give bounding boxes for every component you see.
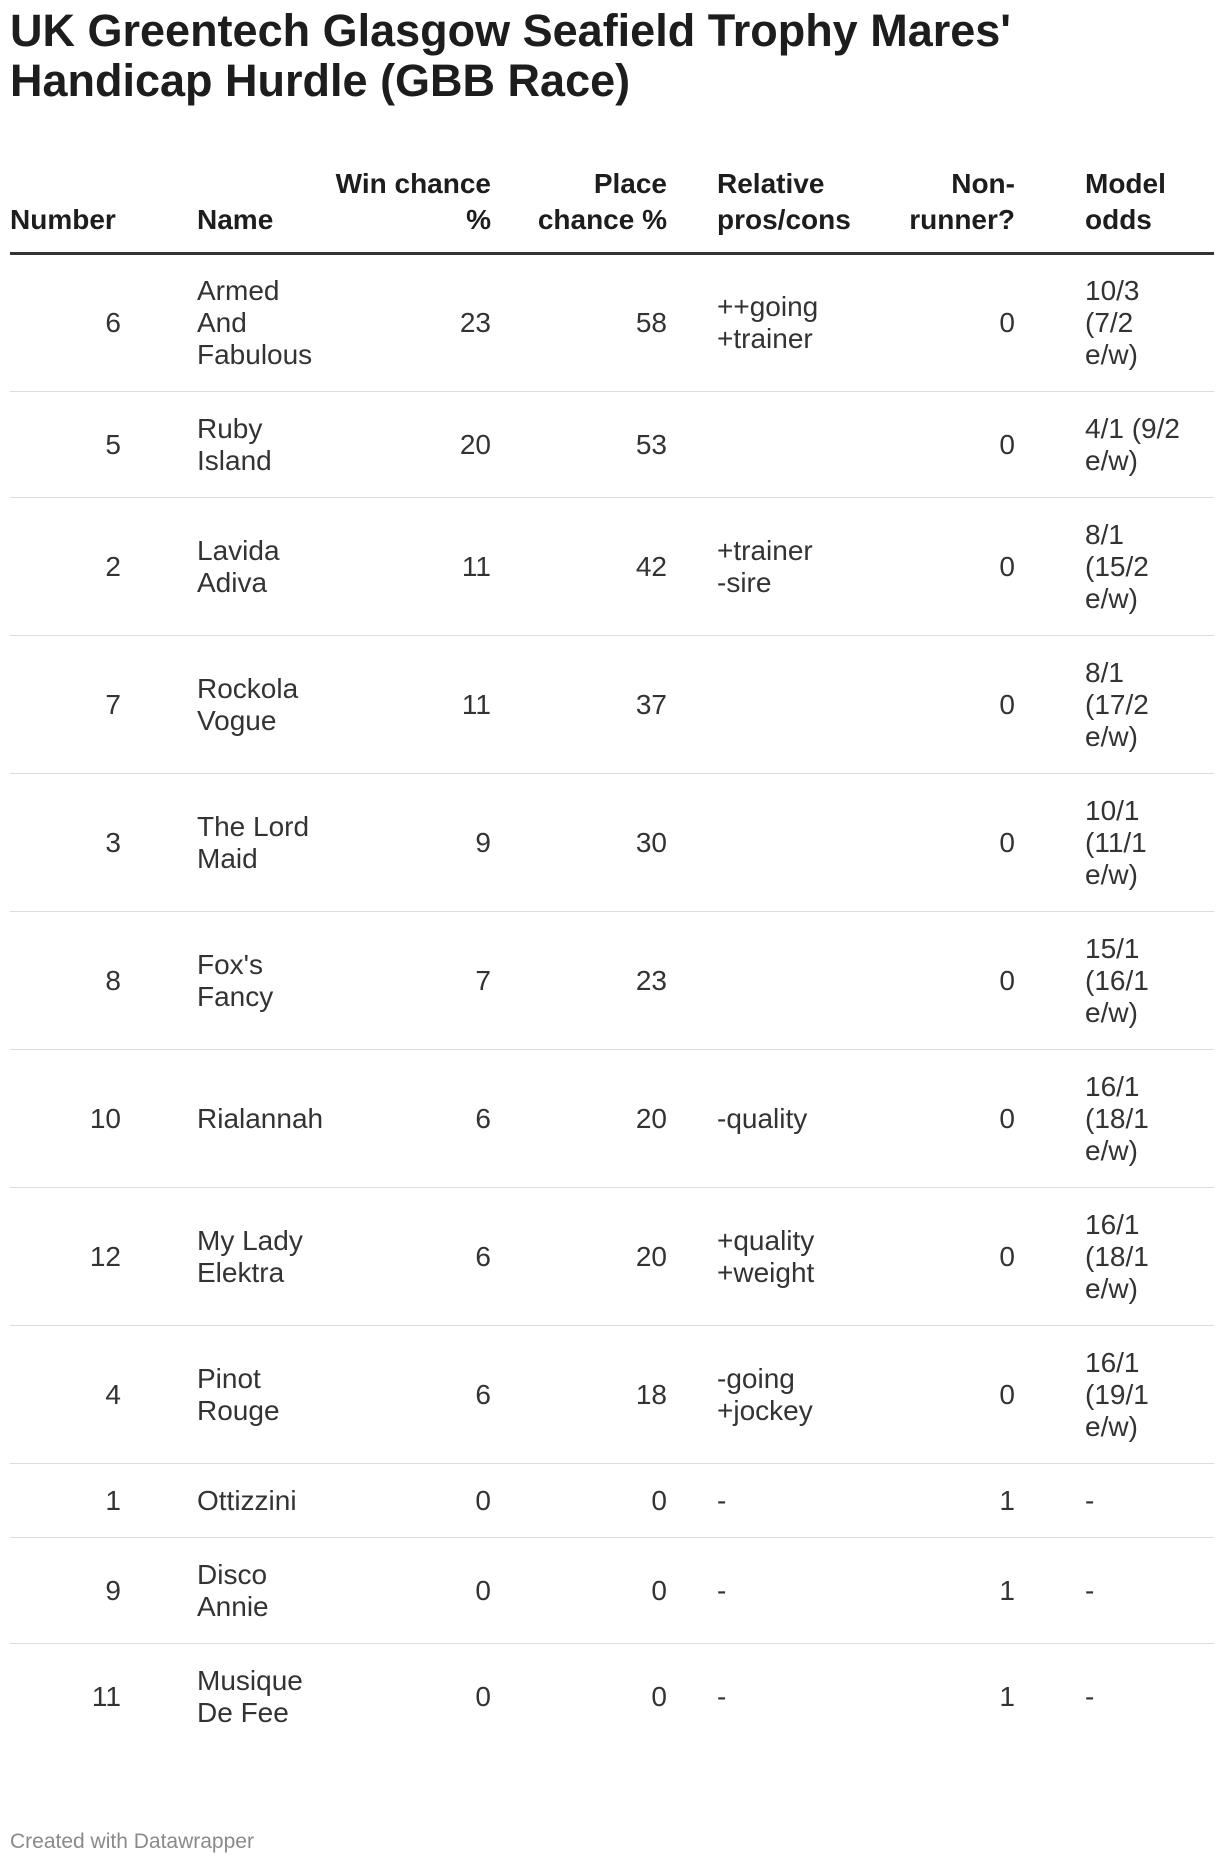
cell-model-odds: 15/1 (16/1 e/w) bbox=[1019, 912, 1214, 1050]
cell-model-odds: 16/1 (19/1 e/w) bbox=[1019, 1326, 1214, 1464]
header-place-chance: Place chance % bbox=[491, 160, 667, 254]
table-row bbox=[10, 774, 1214, 912]
cell-relative-pros-cons bbox=[667, 392, 842, 498]
cell-number: 6 bbox=[10, 254, 125, 392]
cell-non-runner: 0 bbox=[842, 1326, 1019, 1464]
cell-model-odds: - bbox=[1085, 1680, 1095, 1712]
cell-number: 3 bbox=[10, 774, 125, 912]
cell-number: 1 bbox=[10, 1464, 125, 1538]
table-body bbox=[10, 254, 1214, 1750]
cell-place-chance: 0 bbox=[491, 1464, 667, 1538]
cell-place-chance: 20 bbox=[491, 1188, 667, 1326]
table-row bbox=[10, 1464, 1214, 1538]
cell-win-chance: 0 bbox=[315, 1538, 491, 1644]
header-relative-pros-cons: Relative pros/cons bbox=[667, 160, 842, 254]
cell-win-chance: 23 bbox=[315, 254, 491, 392]
cell-non-runner: 1 bbox=[842, 1538, 1019, 1644]
header-name: Name bbox=[125, 160, 315, 254]
header-win-chance: Win chance % bbox=[315, 160, 491, 254]
cell-name: Rialannah bbox=[125, 1050, 315, 1188]
cell-place-chance: 0 bbox=[651, 1680, 667, 1712]
table-row bbox=[10, 1538, 1214, 1644]
cell-win-chance: 11 bbox=[315, 498, 491, 636]
header-number: Number bbox=[10, 160, 125, 254]
cell-relative-pros-cons bbox=[667, 774, 842, 912]
cell-win-chance: 0 bbox=[475, 1680, 491, 1712]
cell-number: 10 bbox=[10, 1050, 125, 1188]
cell-non-runner: 0 bbox=[842, 254, 1019, 392]
cell-number: 12 bbox=[10, 1188, 125, 1326]
cell-relative-pros-cons: -quality bbox=[667, 1050, 842, 1188]
cell-name: Pinot Rouge bbox=[125, 1326, 315, 1464]
cell-model-odds: 10/3 (7/2 e/w) bbox=[1019, 254, 1214, 392]
table-row bbox=[10, 636, 1214, 774]
cell-non-runner: 0 bbox=[842, 392, 1019, 498]
cell-non-runner: 0 bbox=[842, 636, 1019, 774]
cell-non-runner: 1 bbox=[999, 1680, 1015, 1712]
cell-number: 5 bbox=[10, 392, 125, 498]
cell-place-chance: 58 bbox=[491, 254, 667, 392]
cell-place-chance: 18 bbox=[491, 1326, 667, 1464]
cell-relative-pros-cons: - bbox=[667, 1538, 842, 1644]
cell-model-odds: 16/1 (18/1 e/w) bbox=[1019, 1188, 1214, 1326]
cell-number: 4 bbox=[10, 1326, 125, 1464]
cell-win-chance: 6 bbox=[315, 1050, 491, 1188]
cell-model-odds: 8/1 (17/2 e/w) bbox=[1019, 636, 1214, 774]
table-row bbox=[10, 1326, 1214, 1464]
table-row bbox=[10, 392, 1214, 498]
table-row bbox=[10, 912, 1214, 1050]
cell-relative-pros-cons bbox=[667, 636, 842, 774]
cell-name: Rockola Vogue bbox=[125, 636, 315, 774]
cell-place-chance: 30 bbox=[491, 774, 667, 912]
table-row bbox=[10, 1188, 1214, 1326]
cell-place-chance: 20 bbox=[491, 1050, 667, 1188]
table-row bbox=[10, 254, 1214, 392]
cell-model-odds: - bbox=[1019, 1464, 1214, 1538]
cell-relative-pros-cons: ++going +trainer bbox=[667, 254, 842, 392]
cell-model-odds: - bbox=[1019, 1538, 1214, 1644]
cell-relative-pros-cons bbox=[667, 912, 842, 1050]
cell-non-runner: 0 bbox=[842, 774, 1019, 912]
cell-place-chance: 42 bbox=[491, 498, 667, 636]
table-row bbox=[10, 1050, 1214, 1188]
cell-name: Ottizzini bbox=[125, 1464, 315, 1538]
cell-win-chance: 6 bbox=[315, 1326, 491, 1464]
header-model-odds: Model odds bbox=[1019, 160, 1214, 254]
cell-relative-pros-cons: - bbox=[717, 1680, 727, 1712]
table-header-row bbox=[10, 160, 1214, 254]
cell-relative-pros-cons: -going +jockey bbox=[667, 1326, 842, 1464]
cell-name: Fox's Fancy bbox=[125, 912, 315, 1050]
cell-place-chance: 23 bbox=[491, 912, 667, 1050]
cell-place-chance: 53 bbox=[491, 392, 667, 498]
cell-number: 8 bbox=[10, 912, 125, 1050]
cell-win-chance: 7 bbox=[315, 912, 491, 1050]
cell-relative-pros-cons: - bbox=[667, 1464, 842, 1538]
cell-place-chance: 0 bbox=[491, 1538, 667, 1644]
cell-win-chance: 11 bbox=[315, 636, 491, 774]
cell-name: Lavida Adiva bbox=[125, 498, 315, 636]
cell-name: The Lord Maid bbox=[125, 774, 315, 912]
cell-number: 7 bbox=[10, 636, 125, 774]
cell-model-odds: 8/1 (15/2 e/w) bbox=[1019, 498, 1214, 636]
cell-number: 9 bbox=[10, 1538, 125, 1644]
cell-non-runner: 1 bbox=[842, 1464, 1019, 1538]
chart-title: UK Greentech Glasgow Seafield Trophy Mares' Handicap Hurdle (GBB Race) bbox=[10, 5, 1011, 106]
cell-non-runner: 0 bbox=[842, 1050, 1019, 1188]
cell-non-runner: 0 bbox=[842, 498, 1019, 636]
cell-relative-pros-cons: +quality +weight bbox=[667, 1188, 842, 1326]
cell-win-chance: 9 bbox=[315, 774, 491, 912]
cell-model-odds: 16/1 (18/1 e/w) bbox=[1019, 1050, 1214, 1188]
cell-name: Musique De Fee bbox=[197, 1664, 303, 1728]
cell-name: My Lady Elektra bbox=[125, 1188, 315, 1326]
cell-win-chance: 6 bbox=[315, 1188, 491, 1326]
cell-win-chance: 20 bbox=[315, 392, 491, 498]
cell-name: Disco Annie bbox=[125, 1538, 315, 1644]
footer-credit: Created with Datawrapper bbox=[10, 1830, 254, 1853]
cell-non-runner: 0 bbox=[842, 912, 1019, 1050]
header-non-runner: Non- runner? bbox=[842, 160, 1019, 254]
cell-place-chance: 37 bbox=[491, 636, 667, 774]
table-row bbox=[10, 498, 1214, 636]
odds-table bbox=[10, 160, 1214, 1750]
table-row bbox=[10, 1644, 1214, 1750]
cell-model-odds: 4/1 (9/2 e/w) bbox=[1019, 392, 1214, 498]
cell-relative-pros-cons: +trainer -sire bbox=[667, 498, 842, 636]
cell-non-runner: 0 bbox=[842, 1188, 1019, 1326]
cell-number: 11 bbox=[91, 1680, 121, 1712]
cell-model-odds: 10/1 (11/1 e/w) bbox=[1019, 774, 1214, 912]
cell-number: 2 bbox=[10, 498, 125, 636]
cell-name: Ruby Island bbox=[125, 392, 315, 498]
cell-name: Armed And Fabulous bbox=[125, 254, 315, 392]
cell-win-chance: 0 bbox=[315, 1464, 491, 1538]
